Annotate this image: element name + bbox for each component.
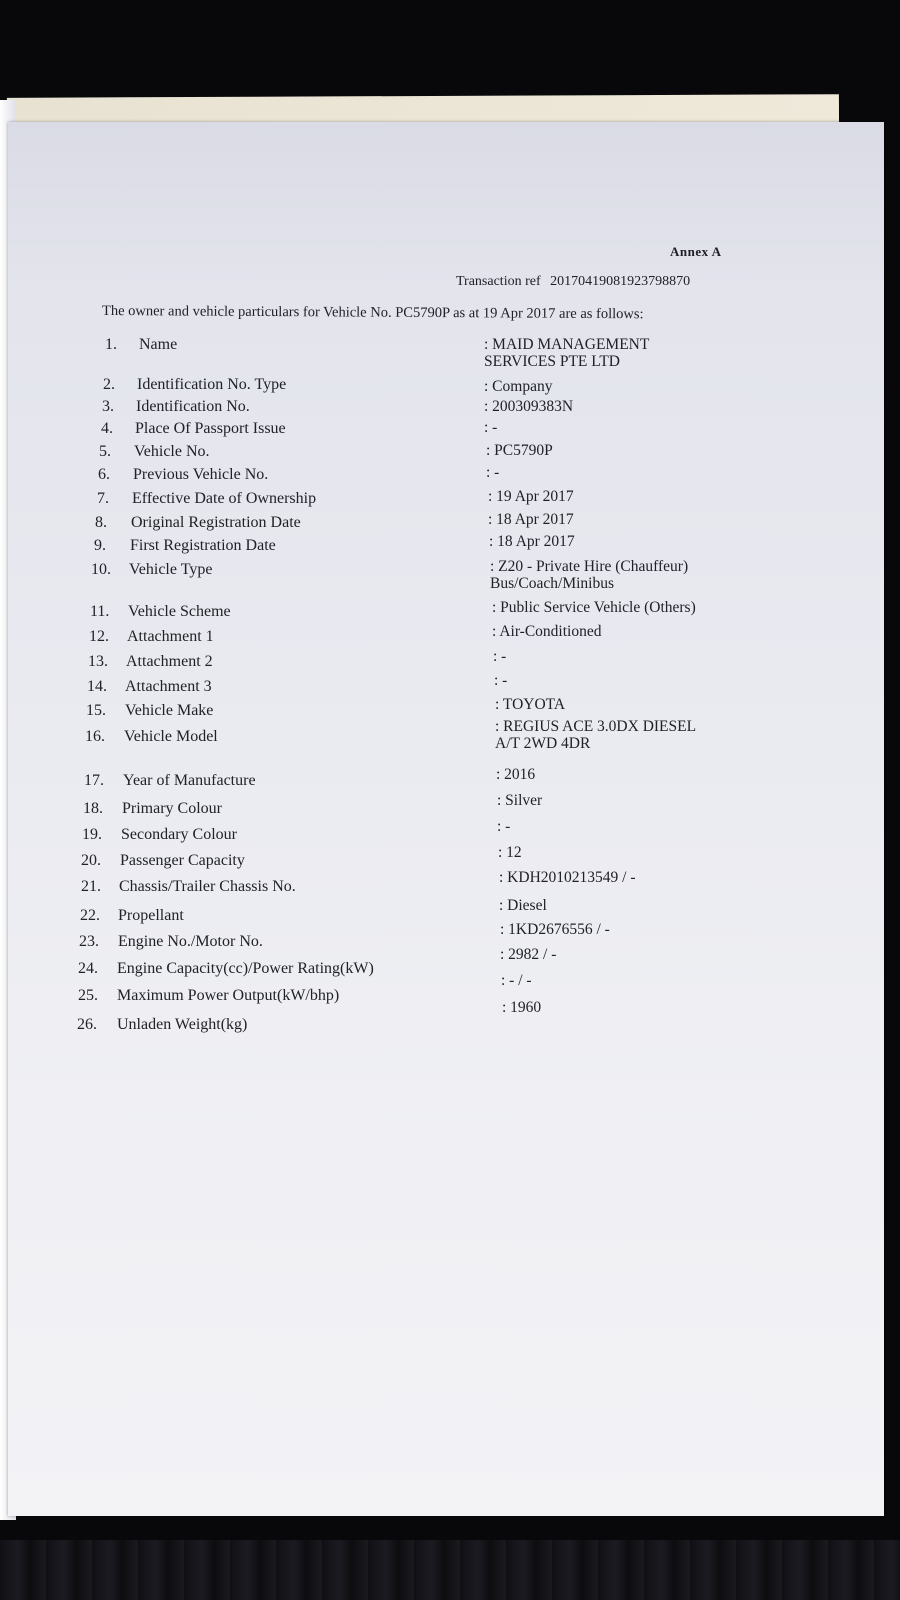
particular-number: 26. — [77, 1016, 97, 1033]
particular-number: 20. — [81, 852, 101, 869]
particular-label: Vehicle Model — [124, 728, 218, 745]
particular-label: Vehicle No. — [134, 443, 210, 460]
particular-number: 18. — [83, 800, 103, 817]
annex-label: Annex A — [670, 244, 722, 259]
particular-label: Chassis/Trailer Chassis No. — [119, 878, 296, 895]
particular-label: Effective Date of Ownership — [132, 490, 317, 507]
particular-value: : 1KD2676556 / - — [500, 921, 610, 938]
particular-value: : MAID MANAGEMENT SERVICES PTE LTD — [484, 336, 650, 370]
particular-label: Engine Capacity(cc)/Power Rating(kW) — [117, 960, 374, 977]
particular-number: 9. — [94, 537, 106, 554]
transaction-ref — [456, 274, 690, 290]
particular-value: : Air-Conditioned — [492, 623, 602, 640]
particular-number: 16. — [85, 728, 105, 745]
particular-value: : - — [494, 672, 508, 689]
particular-label: Year of Manufacture — [123, 772, 256, 789]
particular-label: Original Registration Date — [131, 514, 301, 531]
particular-label: Previous Vehicle No. — [133, 466, 269, 483]
particular-row — [0, 336, 900, 370]
particular-label: Attachment 1 — [127, 628, 214, 645]
particular-value: : 2982 / - — [500, 946, 557, 963]
particular-number: 7. — [97, 490, 109, 507]
particular-value: : Company — [484, 378, 553, 395]
particular-value: : TOYOTA — [495, 696, 566, 713]
particular-label: Passenger Capacity — [120, 852, 245, 869]
particular-row — [0, 999, 900, 1046]
particular-value: : - / - — [501, 972, 532, 989]
particular-number: 25. — [78, 987, 98, 1004]
particular-value: : - — [493, 648, 507, 665]
particular-number: 24. — [78, 960, 98, 977]
particular-number: 17. — [84, 772, 104, 789]
particular-number: 12. — [89, 628, 109, 645]
particular-label: Primary Colour — [122, 800, 222, 817]
particular-value: : Public Service Vehicle (Others) — [492, 599, 696, 616]
particular-label: Vehicle Type — [129, 561, 213, 578]
particular-value: : - — [484, 419, 498, 436]
particular-value: : 18 Apr 2017 — [489, 533, 575, 550]
particular-value: : Diesel — [499, 897, 547, 914]
particular-number: 3. — [102, 398, 114, 415]
particular-number: 21. — [81, 878, 101, 895]
particular-number: 15. — [86, 702, 106, 719]
particular-value: : 18 Apr 2017 — [488, 511, 574, 528]
particular-value: : - — [486, 464, 500, 481]
particular-number: 2. — [103, 376, 115, 393]
particular-number: 14. — [87, 678, 107, 695]
particular-label: Identification No. Type — [137, 376, 287, 393]
transaction-ref-label: Transaction ref — [456, 274, 541, 289]
particular-label: Identification No. — [136, 398, 250, 415]
particular-number: 4. — [101, 420, 113, 437]
particular-value: : PC5790P — [486, 442, 553, 459]
particular-number: 19. — [82, 826, 102, 843]
particular-label: Name — [139, 336, 178, 353]
particular-label: Vehicle Make — [125, 702, 214, 719]
particular-value: : 200309383N — [484, 398, 574, 415]
particular-number: 10. — [91, 561, 111, 578]
particular-value: : 2016 — [496, 766, 536, 783]
particular-value: : - — [497, 818, 511, 835]
particular-value: : Z20 - Private Hire (Chauffeur) Bus/Coach/Minibus — [490, 558, 689, 592]
particular-label: Vehicle Scheme — [128, 603, 231, 620]
transaction-ref-value: 20170419081923798870 — [550, 274, 691, 289]
particular-label: Unladen Weight(kg) — [117, 1016, 248, 1033]
particular-value: : KDH2010213549 / - — [499, 869, 636, 886]
particular-number: 6. — [98, 466, 110, 483]
particular-number: 13. — [88, 653, 108, 670]
particular-label: Place Of Passport Issue — [135, 420, 286, 437]
particular-value: : Silver — [497, 792, 543, 809]
particular-value: : REGIUS ACE 3.0DX DIESEL A/T 2WD 4DR — [495, 718, 697, 752]
particular-label: First Registration Date — [130, 537, 276, 554]
particular-row — [0, 718, 900, 758]
particular-number: 8. — [95, 514, 107, 531]
particular-value: : 1960 — [502, 999, 542, 1016]
particular-value: : 12 — [498, 844, 522, 861]
particular-number: 1. — [105, 336, 117, 353]
particular-number: 11. — [90, 603, 110, 620]
particular-row — [0, 558, 900, 592]
particular-label: Engine No./Motor No. — [118, 933, 263, 950]
particular-number: 23. — [79, 933, 99, 950]
particular-number: 22. — [80, 907, 100, 924]
particular-label: Attachment 2 — [126, 653, 213, 670]
intro-text: The owner and vehicle particulars for Vehicle No. PC5790P as at 19 Apr 2017 are as follows: — [101, 303, 644, 323]
particular-label: Maximum Power Output(kW/bhp) — [117, 987, 340, 1004]
particular-number: 5. — [99, 443, 111, 460]
particular-label: Attachment 3 — [125, 678, 212, 695]
particular-label: Secondary Colour — [121, 826, 237, 843]
particular-label: Propellant — [118, 907, 184, 924]
particular-value: : 19 Apr 2017 — [488, 488, 574, 505]
